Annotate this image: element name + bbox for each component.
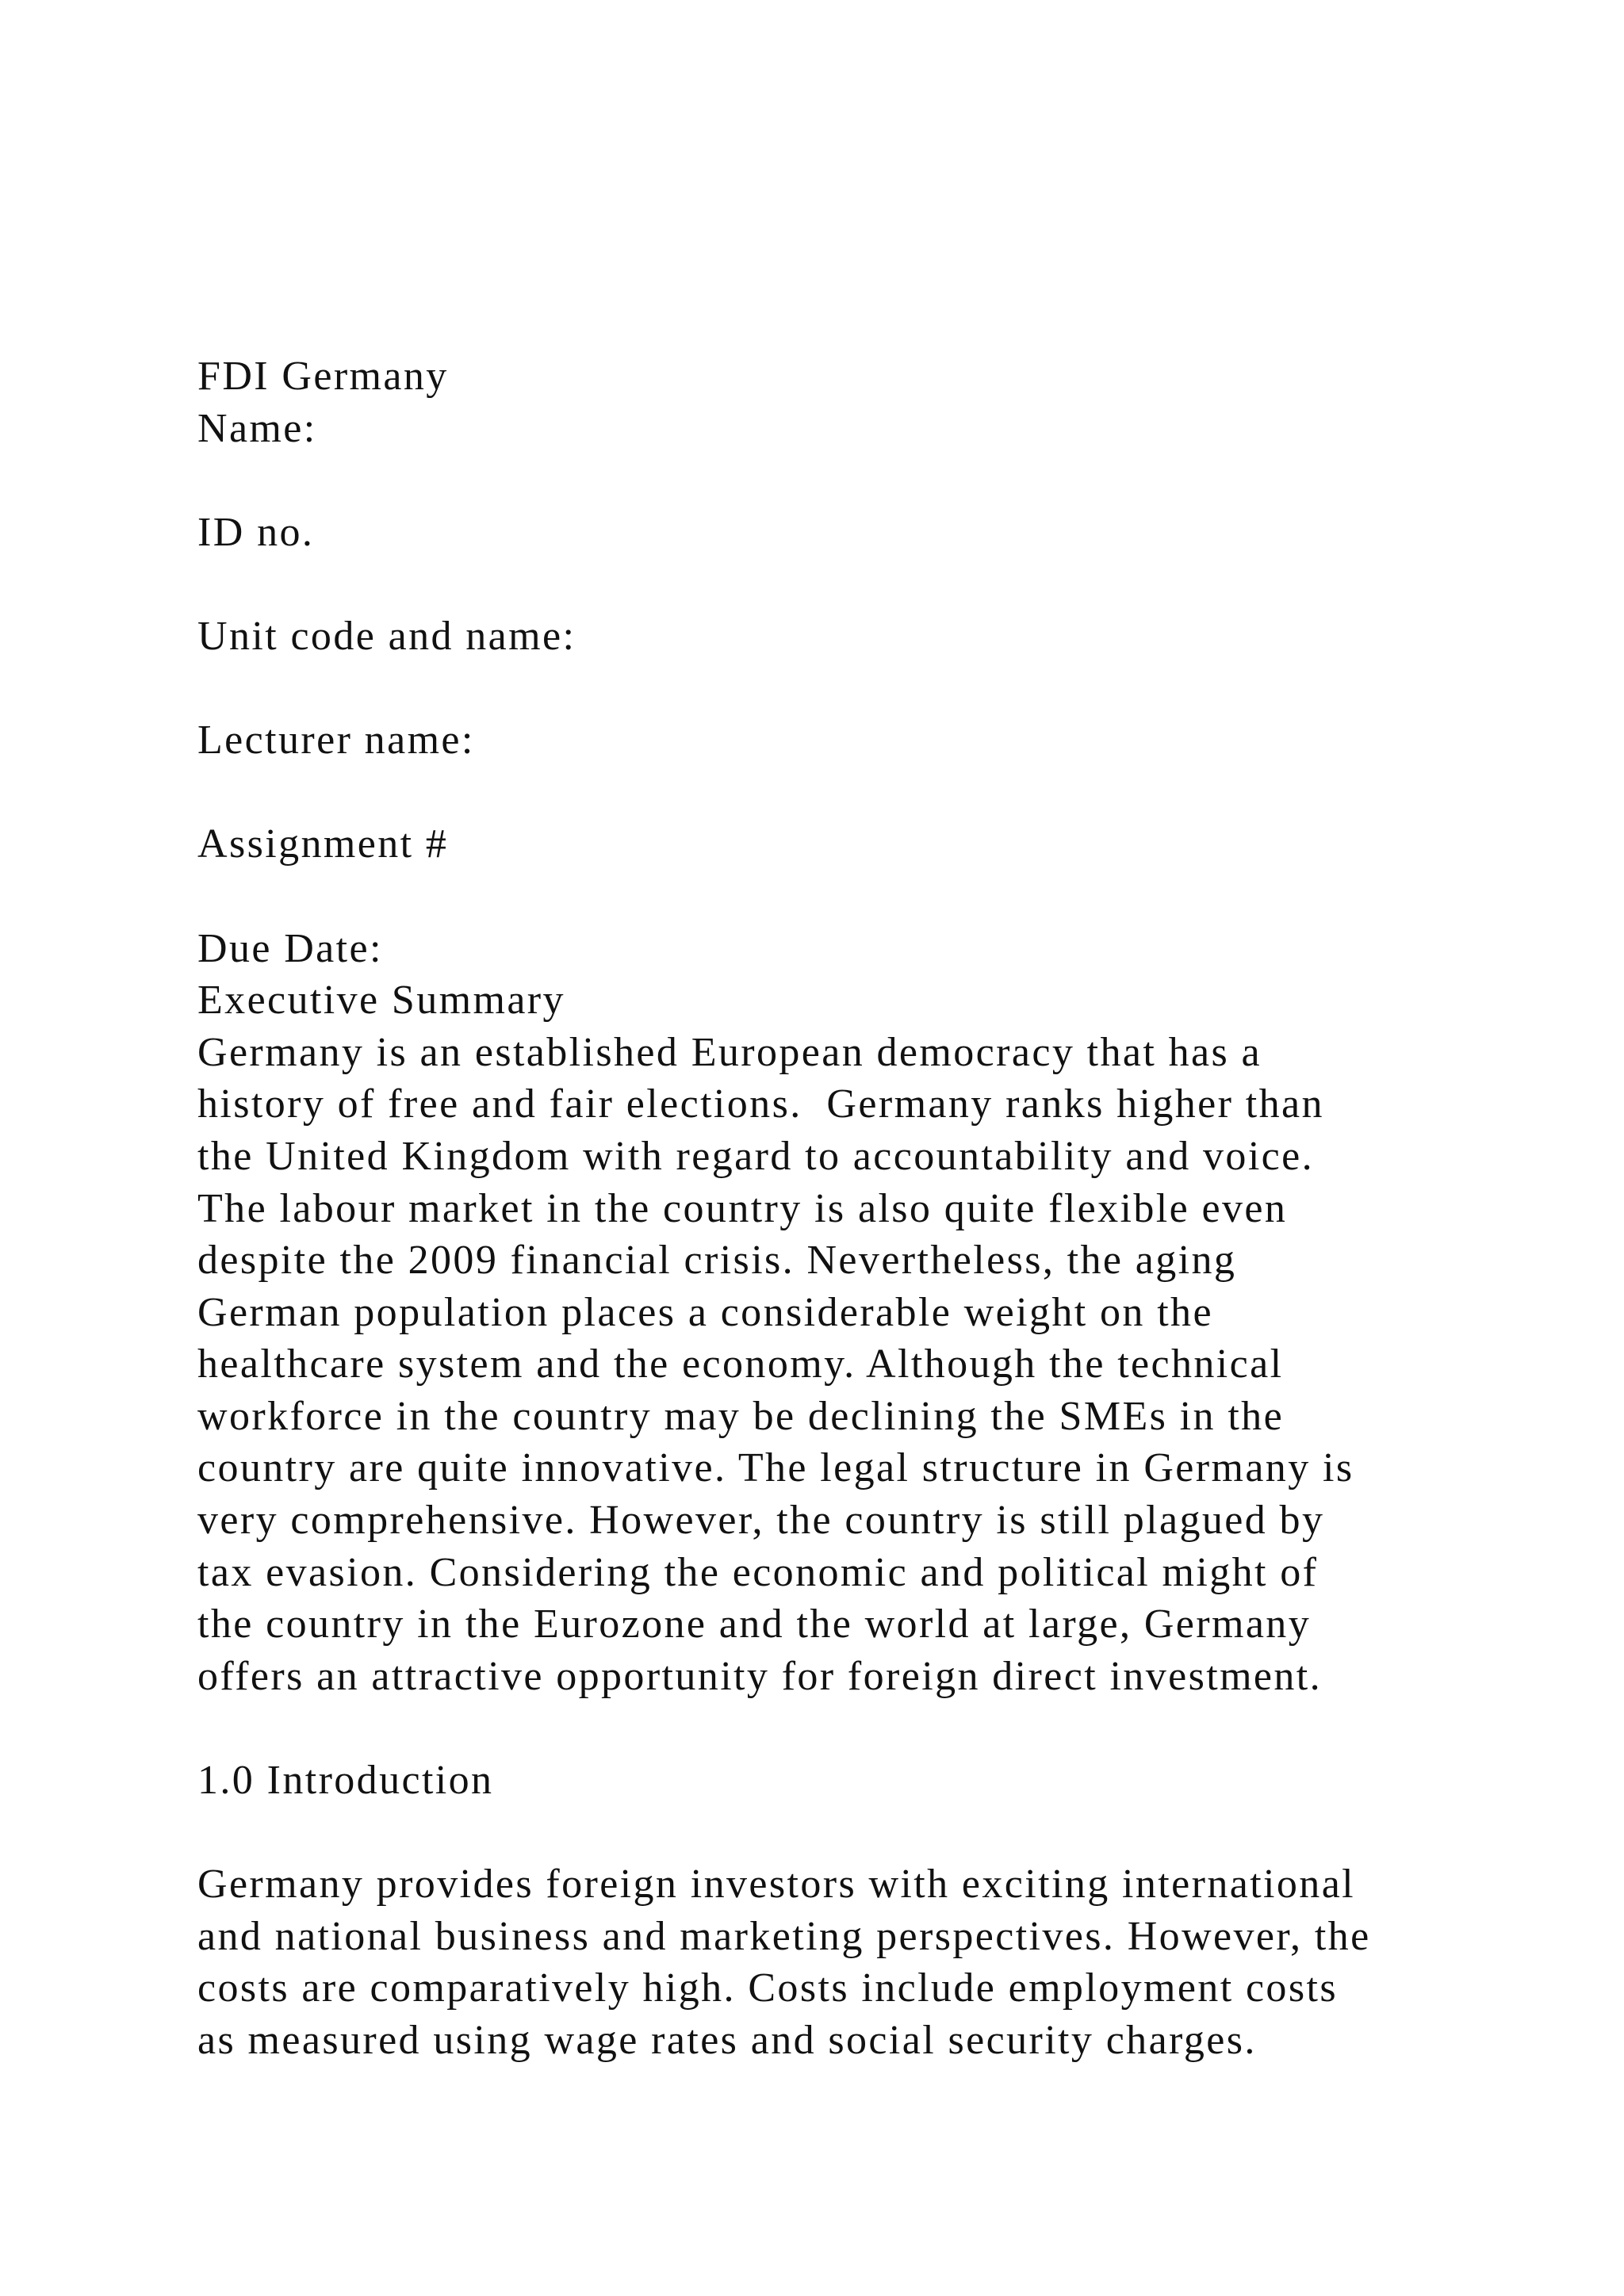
paragraph-line: The labour market in the country is also quite flexible even: [197, 1185, 1288, 1231]
spacer: [197, 871, 1498, 923]
executive-summary-heading: Executive Summary: [197, 978, 565, 1024]
unit-field: Unit code and name:: [197, 613, 576, 659]
spacer: [197, 663, 1498, 715]
paragraph-line: and national business and marketing perspectives. However, the: [197, 1913, 1371, 1959]
spacer: [197, 1702, 1498, 1755]
document-body: [197, 350, 1498, 2067]
spacer: [197, 558, 1498, 610]
spacer: [197, 1807, 1498, 1859]
paragraph-line: offers an attractive opportunity for foreign direct investment.: [197, 1653, 1323, 1699]
paragraph-line: as measured using wage rates and social security charges.: [197, 2018, 1257, 2063]
introduction-paragraph: [197, 1858, 1498, 2066]
introduction-heading: 1.0 Introduction: [197, 1758, 494, 1804]
paragraph-line: workforce in the country may be declining the SMEs in the: [197, 1393, 1285, 1439]
paragraph-line: very comprehensive. However, the country is still plagued by: [197, 1498, 1325, 1544]
paragraph-line: history of free and fair elections. Germany ranks higher than: [197, 1081, 1324, 1127]
paragraph-line: costs are comparatively high. Costs include employment costs: [197, 1965, 1338, 2011]
assignment-field: Assignment #: [197, 821, 449, 867]
paragraph-line: country are quite innovative. The legal structure in Germany is: [197, 1445, 1354, 1491]
paragraph-line: the country in the Eurozone and the world at large, Germany: [197, 1601, 1312, 1647]
spacer: [197, 767, 1498, 819]
paragraph-line: German population places a considerable weight on the: [197, 1289, 1213, 1335]
paragraph-line: Germany provides foreign investors with exciting international: [197, 1862, 1356, 1908]
document-title: FDI Germany: [197, 354, 449, 399]
paragraph-line: despite the 2009 financial crisis. Nevertheless, the aging: [197, 1238, 1237, 1284]
id-field: ID no.: [197, 509, 315, 555]
spacer: [197, 454, 1498, 507]
paragraph-line: the United Kingdom with regard to accountability and voice.: [197, 1133, 1315, 1179]
paragraph-line: healthcare system and the economy. Although the technical: [197, 1341, 1284, 1387]
due-date-field: Due Date:: [197, 925, 383, 971]
executive-summary-paragraph: [197, 1027, 1498, 1703]
lecturer-field: Lecturer name:: [197, 718, 475, 763]
paragraph-line: Germany is an established European democracy that has a: [197, 1029, 1262, 1075]
paragraph-line: tax evasion. Considering the economic and political might of: [197, 1549, 1319, 1595]
name-field: Name:: [197, 405, 317, 451]
